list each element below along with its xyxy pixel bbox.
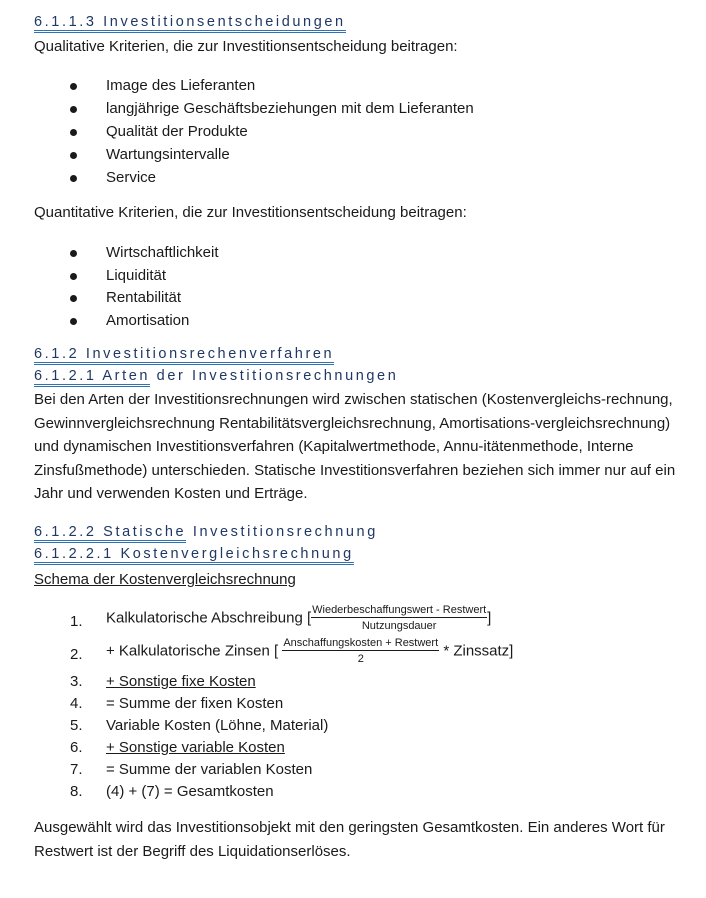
step-number: 6.: [70, 739, 83, 756]
step-number: 7.: [70, 761, 83, 778]
fraction-denominator: Nutzungsdauer: [361, 620, 437, 632]
list-item: Wartungsintervalle: [106, 146, 230, 163]
list-item: Amortisation: [106, 312, 190, 329]
qualitative-intro: Qualitative Kriterien, die zur Investitionsentscheidung beitragen:: [34, 38, 458, 55]
quantitative-intro: Quantitative Kriterien, die zur Investitionsentscheidung beitragen:: [34, 204, 467, 221]
step-7: = Summe der variablen Kosten: [106, 761, 313, 778]
step-1: [106, 604, 491, 633]
bullet-icon: [70, 83, 77, 90]
step-8: (4) + (7) = Gesamtkosten: [106, 783, 274, 800]
bullet-icon: [70, 318, 77, 325]
step-number: 3.: [70, 673, 83, 690]
list-item: Liquidität: [106, 267, 167, 284]
step-6: + Sonstige variable Kosten: [106, 739, 285, 756]
list-item: Rentabilität: [106, 289, 182, 306]
step-tail: ]: [487, 609, 492, 627]
step-5: Variable Kosten (Löhne, Material): [106, 717, 329, 734]
fraction-numerator: Anschaffungskosten + Restwert: [283, 637, 439, 649]
list-item: langjährige Geschäftsbeziehungen mit dem Lieferanten: [106, 100, 474, 117]
step-tail: * Zinssatz]: [443, 642, 514, 660]
list-item: Wirtschaftlichkeit: [106, 244, 219, 261]
heading-6-1-2-2-1: 6.1.2.2.1 Kostenvergleichsrechnung: [34, 546, 354, 562]
step-4: = Summe der fixen Kosten: [106, 695, 284, 712]
fraction: [282, 637, 439, 666]
heading-6-1-2-2: 6.1.2.2 Statische Investitionsrechnung: [34, 524, 378, 540]
step-text: Kalkulatorische Abschreibung [: [106, 609, 312, 627]
step-number: 2.: [70, 646, 83, 663]
bullet-icon: [70, 106, 77, 113]
step-number: 1.: [70, 613, 83, 630]
heading-6-1-2-1: 6.1.2.1 Arten der Investitionsrechnungen: [34, 368, 398, 384]
list-item: Image des Lieferanten: [106, 77, 256, 94]
bullet-icon: [70, 129, 77, 136]
step-3: + Sonstige fixe Kosten: [106, 673, 256, 690]
step-number: 5.: [70, 717, 83, 734]
bullet-icon: [70, 295, 77, 302]
closing-paragraph: Ausgewählt wird das Investitionsobjekt mit den geringsten Gesamtkosten. Ein anderes Wort für Restwert ist der Begriff des Liquidationserlöses.: [34, 819, 665, 860]
list-item: Qualität der Produkte: [106, 123, 248, 140]
fraction-numerator: Wiederbeschaffungswert - Restwert: [312, 604, 487, 616]
bullet-icon: [70, 273, 77, 280]
schema-title: Schema der Kostenvergleichsrechnung: [34, 571, 296, 588]
bullet-icon: [70, 250, 77, 257]
step-number: 8.: [70, 783, 83, 800]
heading-6-1-2: 6.1.2 Investitionsrechenverfahren: [34, 346, 334, 362]
step-number: 4.: [70, 695, 83, 712]
bullet-icon: [70, 175, 77, 182]
step-2: [106, 637, 513, 666]
fraction-denominator: 2: [357, 653, 364, 665]
list-item: Service: [106, 169, 157, 186]
bullet-icon: [70, 152, 77, 159]
heading-6-1-1-3: 6.1.1.3 Investitionsentscheidungen: [34, 14, 346, 30]
step-text: + Kalkulatorische Zinsen [: [106, 642, 279, 660]
fraction: [311, 604, 487, 633]
arten-paragraph: Bei den Arten der Investitionsrechnungen wird zwischen statischen (Kostenvergleichs-rechnung, Gewinnvergleichsrechnung Rentabilitätsvergleichsrechnung, Amortisations-vergleichsrechnung) und dynamischen Investitionsverfahren (Kapitalwertmethode, Annu-itätenmethode, Interne Zinsfußmethode) unterschieden. Statische Investitionsverfahren beziehen sich immer nur auf ein Jahr und verwenden Kosten und Erträge.: [34, 391, 676, 502]
